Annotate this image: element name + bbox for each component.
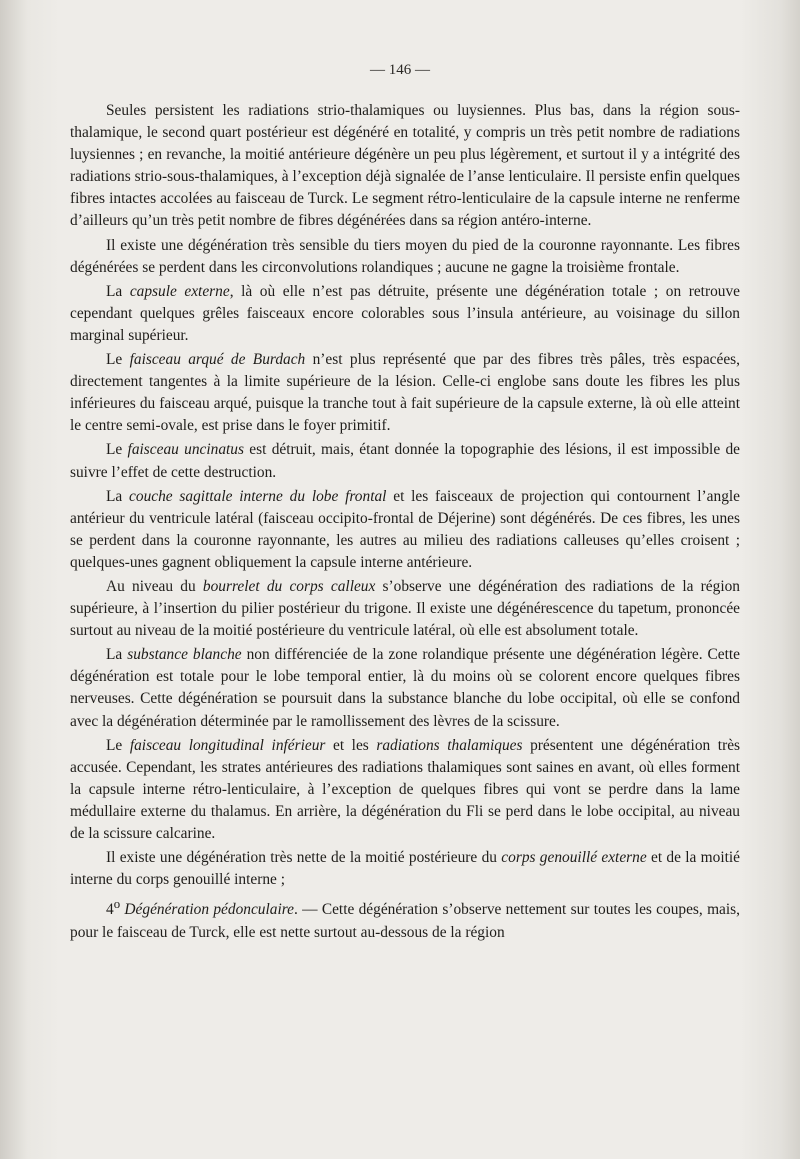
italic-term: bourrelet du corps calleux [202,577,376,595]
paragraph [70,847,740,891]
text-run: s’observe une dégénération des radiations de la région supérieure, à l’insertion du pilier postérieur du trigone. Il existe une dégénérescence du tapetum, prononcée surtout au niveau de la moitié postérieure du ventricule latéral, où elle est absolument totale. [70,577,740,640]
paragraph [70,281,740,347]
text-run: 4 [106,901,114,919]
text-run: non différenciée de la zone rolandique présente une dégénération légère. Cette dégénération est totale pour le lobe temporal entier, là du moins où se colorent encore quelques fibres nerveuses. Cette dégénération se poursuit dans la substance blanche du lobe occipital, où elle se confond avec la dégénération déterminée par le ramollissement des lèvres de la scissure. [70,646,741,730]
italic-term: substance blanche [127,646,242,664]
paragraph [70,644,740,732]
text-run: Seules persistent les radiations strio-thalamiques ou luysiennes. Plus bas, dans la région sous-thalamique, le second quart postérieur est dégénéré en totalité, y compris un très petit nombre de radiations luysiennes ; en revanche, la moitié antérieure dégénère un peu plus légèrement, et surtout il y a intégrité des radiations strio-sous-thalamiques, à l’exception déjà signalée de l’anse lenticulaire. Il persiste enfin quelques fibres intactes accolées au faisceau de Turck. Le segment rétro-lenticulaire de la capsule interne ne renferme d’ailleurs qu’un très petit nombre de fibres dégénérées dans sa région antéro-interne. [70,102,740,230]
text-run: La [106,487,130,505]
italic-term: faisceau longitudinal inférieur [129,736,326,754]
paragraph [70,100,740,233]
paragraph [70,893,740,943]
paragraph [70,576,740,642]
text-run: est détruit, mais, étant donnée la topographie des lésions, il est impossible de suivre l’effet de cette destruction. [70,441,740,481]
text-run: Le [106,736,130,754]
text-run: et les faisceaux de projection qui contournent l’angle antérieur du ventricule latéral (faisceau occipito-frontal de Déjerine) sont dégénérés. De ces fibres, les unes se perdent dans la couronne rayonnante, les autres au milieu des radiations calleuses qu’elles croisent ; quelques-unes gagnent obliquement la capsule interne antérieure. [70,487,740,571]
italic-term: radiations thalamiques [376,736,523,754]
italic-term: faisceau uncinatus [127,441,244,459]
text-run: et les [325,736,377,754]
text-run: et de la moitié interne du corps genouillé interne ; [70,849,741,889]
body-text [70,100,740,946]
text-run: n’est plus représenté que par des fibres très pâles, très espacées, directement tangentes à la limite supérieure de la lésion. Celle-ci englobe sans doute les fibres les plus inférieures du faisceau arqué, puisque la tranche tout à fait supérieure de la capsule externe, là où elle atteint le centre semi-ovale, est prise dans le foyer primitif. [70,351,740,435]
paragraph [70,349,740,437]
text-run: Le [106,441,128,459]
text-run: présentent une dégénération très accusée. Cependant, les strates antérieures des radiations thalamiques sont saines en avant, où elles forment la capsule interne rétro-lenticulaire, à l’exception de quelques fibres qui vont se perdre dans la lame médullaire externe du thalamus. En arrière, la dégénération du Fli se perd dans le lobe occipital, au niveau de la scissure calcarine. [70,736,741,842]
text-run: La [106,282,130,300]
text-run: La [106,646,128,664]
paragraph [70,235,740,279]
paragraph [70,735,740,845]
italic-term: capsule externe [129,282,230,300]
italic-term: corps genouillé externe [501,849,647,867]
page-number: — 146 — [370,62,430,78]
text-run: Il existe une dégénération très sensible du tiers moyen du pied de la couronne rayonnante. Les fibres dégénérées se perdent dans les circonvolutions rolandiques ; aucune ne gagne la troisième frontale. [70,236,740,276]
paragraph [70,439,740,483]
italic-term: faisceau arqué de Burdach [129,351,306,369]
italic-term: couche sagittale interne du lobe frontal [129,487,387,505]
paragraph [70,486,740,574]
text-run: Le [106,351,130,369]
text-run: . — Cette dégénération s’observe nettement sur toutes les coupes, mais, pour le faisceau de Turck, elle est nette surtout au-dessous de la région [70,901,740,941]
italic-heading: Dégénération pédonculaire [124,901,294,919]
text-run: , là où elle n’est pas détruite, présente une dégénération totale ; on retrouve cependant quelques grêles faisceaux encore colorables sous l’insula antérieure, au voisinage du sillon marginal supérieur. [70,282,740,344]
text-run: Il existe une dégénération très nette de la moitié postérieure du [106,849,502,867]
superscript: o [113,897,121,912]
text-run: Au niveau du [106,577,203,595]
